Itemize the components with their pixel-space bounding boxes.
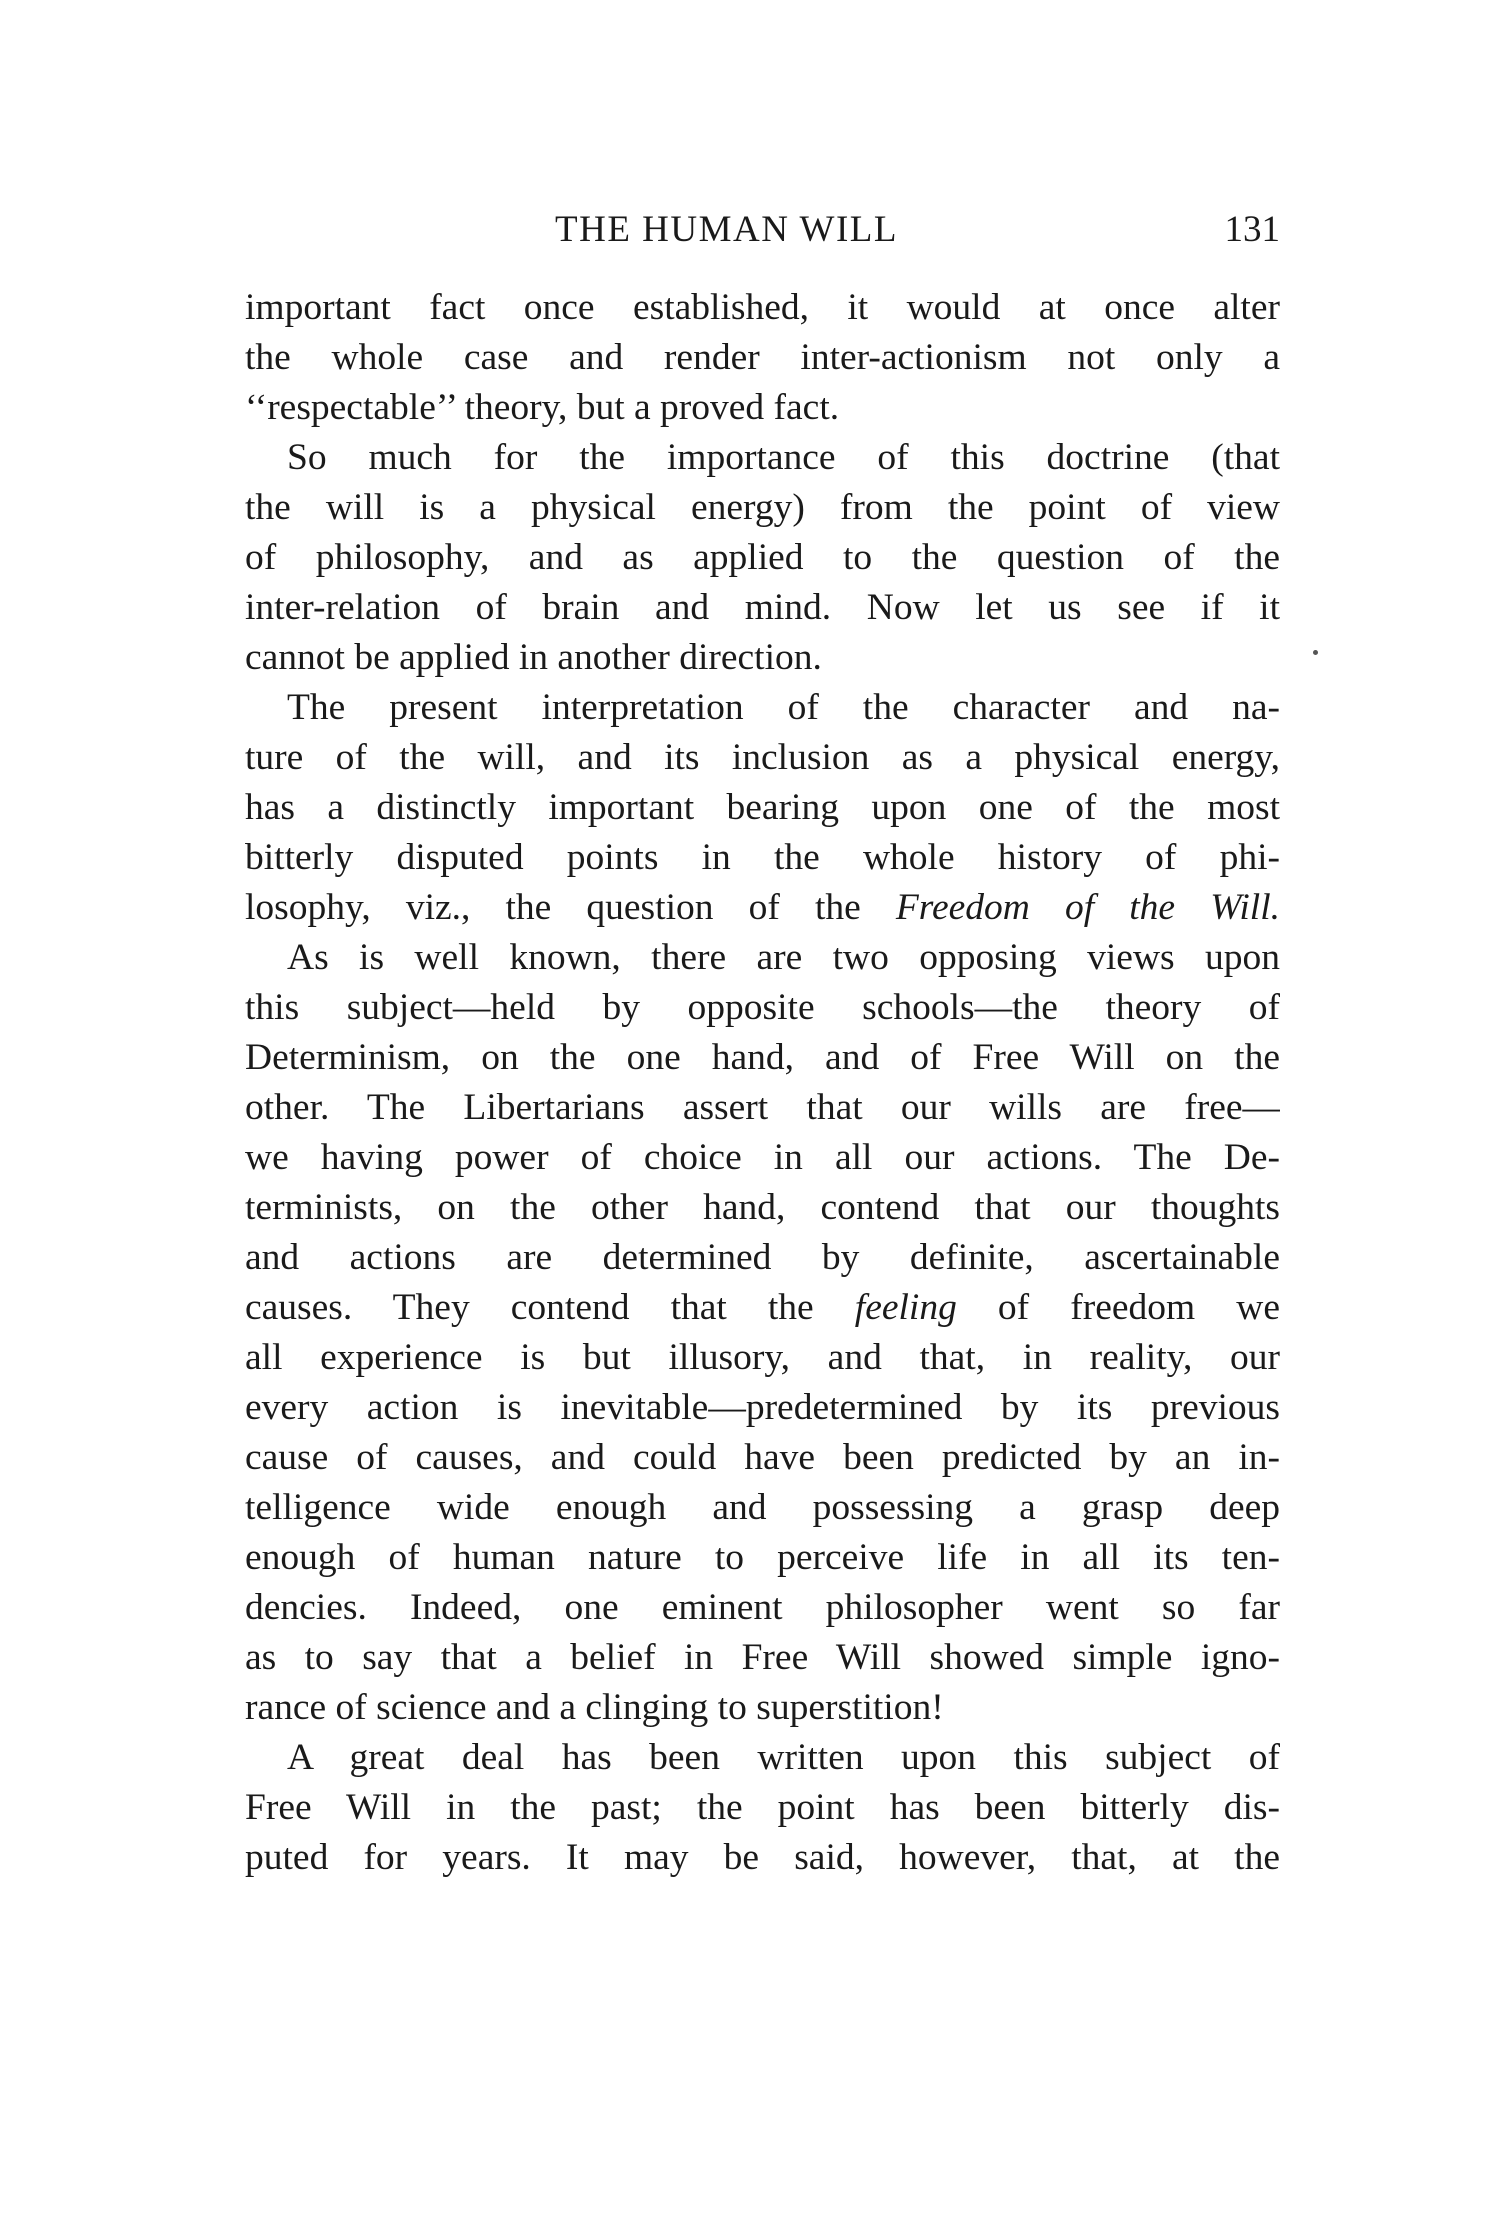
text-segment: telligence wide enough and possessing a grasp deep [245,1487,1280,1528]
text-segment: ‘‘respectable’’ theory, but a proved fact. [245,387,840,428]
text-line [245,433,1280,483]
text-line [245,1583,1280,1633]
text-segment: cannot be applied in another direction. [245,637,822,678]
text-line [245,1533,1280,1583]
text-line [245,633,1280,683]
text-segment: bitterly disputed points in the whole history of phi- [245,837,1280,878]
text-segment: Free Will in the past; the point has been bitterly dis- [245,1787,1280,1828]
text-line [245,1683,1280,1733]
text-line [245,1833,1280,1883]
text-segment: every action is inevitable—predetermined by its previous [245,1387,1280,1428]
text-segment: has a distinctly important bearing upon one of the most [245,787,1280,828]
text-segment: enough of human nature to perceive life in all its ten- [245,1537,1280,1578]
print-speck [1313,650,1318,655]
text-line [245,1383,1280,1433]
text-line [245,383,1280,433]
text-line [245,833,1280,883]
text-segment: The present interpretation of the character and na- [287,687,1280,728]
text-line [245,933,1280,983]
text-segment: As is well known, there are two opposing views upon [287,937,1280,978]
text-line [245,1333,1280,1383]
text-line [245,1233,1280,1283]
text-segment: other. The Libertarians assert that our wills are free— [245,1087,1280,1128]
page-number: 131 [1224,209,1280,250]
text-segment: rance of science and a clinging to superstition! [245,1687,944,1728]
text-line [245,1033,1280,1083]
italic-text: feeling [854,1287,957,1328]
text-segment: puted for years. It may be said, however, that, at the [245,1837,1280,1878]
text-segment: cause of causes, and could have been predicted by an in- [245,1437,1280,1478]
running-head [245,200,1280,260]
text-segment: and actions are determined by definite, ascertainable [245,1237,1280,1278]
text-line [245,283,1280,333]
italic-text: Freedom of the Will. [895,887,1280,928]
text-segment: causes. They contend that the [245,1287,855,1328]
text-line [245,583,1280,633]
text-line [245,333,1280,383]
text-segment: inter-relation of brain and mind. Now let us see if it [245,587,1280,628]
text-segment: terminists, on the other hand, contend that our thoughts [245,1187,1280,1228]
text-line [245,1483,1280,1533]
text-segment: we having power of choice in all our actions. The De- [245,1137,1280,1178]
text-segment: as to say that a belief in Free Will showed simple igno- [245,1637,1280,1678]
text-line [245,783,1280,833]
text-line [245,1183,1280,1233]
text-segment: all experience is but illusory, and that, in reality, our [245,1337,1280,1378]
text-segment: losophy, viz., the question of the [245,887,896,928]
text-segment: So much for the importance of this doctrine (that [287,437,1280,478]
text-segment: dencies. Indeed, one eminent philosopher went so far [245,1587,1280,1628]
text-segment: ture of the will, and its inclusion as a physical energy, [245,737,1280,778]
text-segment: A great deal has been written upon this subject of [287,1737,1280,1778]
text-segment: of philosophy, and as applied to the question of the [245,537,1280,578]
text-line [245,1133,1280,1183]
text-line [245,1083,1280,1133]
text-line [245,483,1280,533]
text-line [245,1783,1280,1833]
text-line [245,1283,1280,1333]
body-text [245,283,1280,1883]
text-segment: Determinism, on the one hand, and of Free Will on the [245,1037,1280,1078]
text-segment: the will is a physical energy) from the point of view [245,487,1280,528]
text-segment: of freedom we [956,1287,1280,1328]
running-head-title: THE HUMAN WILL [555,209,898,250]
text-line [245,1733,1280,1783]
text-line [245,883,1280,933]
text-line [245,533,1280,583]
text-segment: important fact once established, it would at once alter [245,287,1280,328]
text-segment: this subject—held by opposite schools—the theory of [245,987,1280,1028]
text-line [245,683,1280,733]
text-segment: the whole case and render inter-actionism not only a [245,337,1280,378]
text-line [245,983,1280,1033]
text-line [245,1433,1280,1483]
text-line [245,733,1280,783]
text-line [245,1633,1280,1683]
